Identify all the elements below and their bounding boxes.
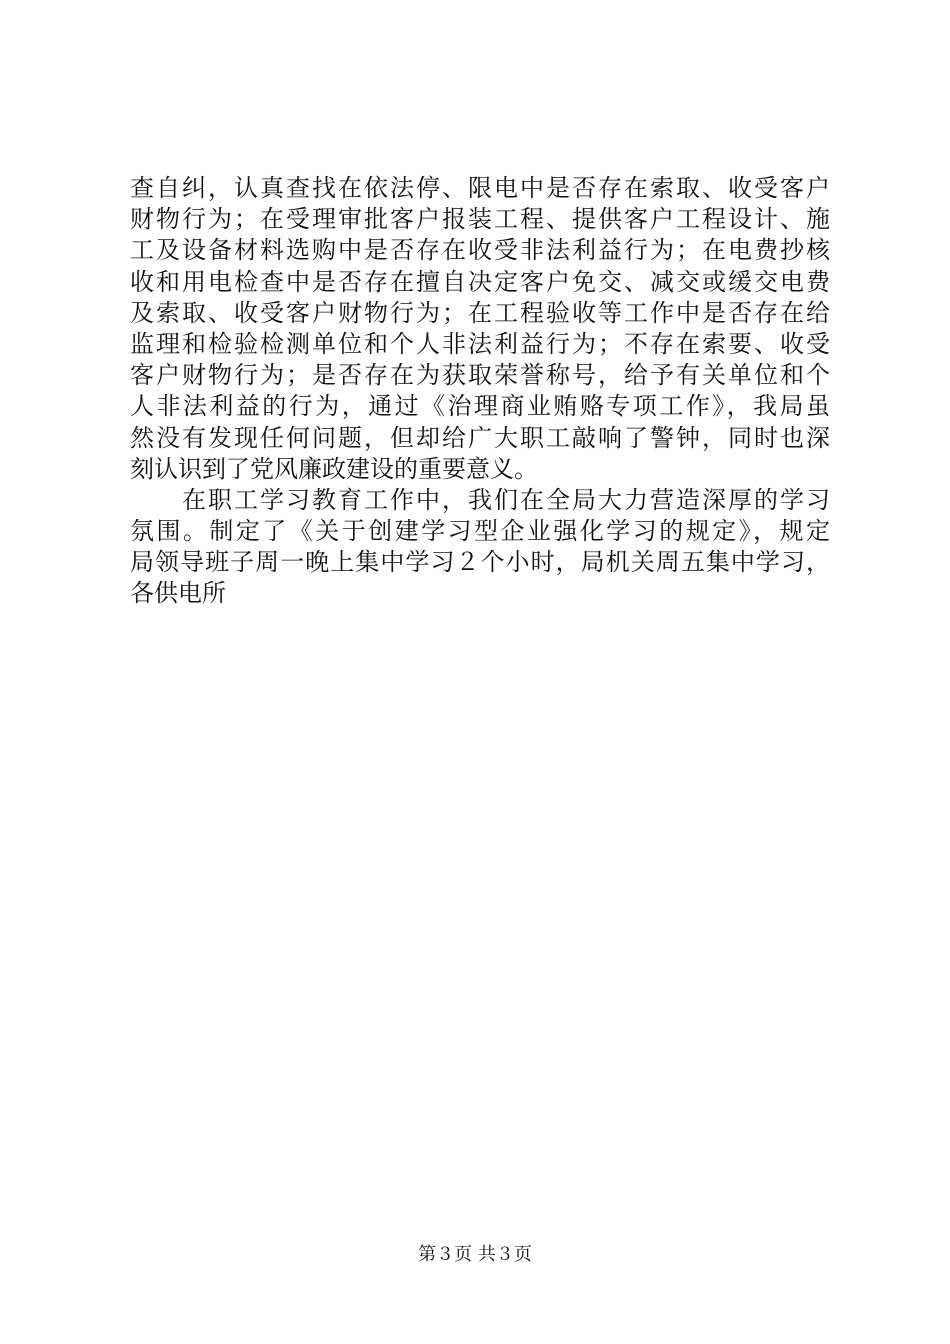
- text-line: 工及设备材料选购中是否存在收受非法利益行为；在电费抄核: [130, 236, 830, 265]
- text-line: 监理和检验检测单位和个人非法利益行为；不存在索要、收受: [130, 329, 830, 358]
- text-line: 在职工学习教育工作中，我们在全局大力营造深厚的学习: [182, 485, 830, 514]
- text-line: 人非法利益的行为，通过《治理商业贿赂专项工作》，我局虽: [130, 392, 830, 421]
- text-line: 收和用电检查中是否存在擅自决定客户免交、减交或缓交电费: [130, 267, 830, 296]
- text-line: 各供电所: [130, 579, 226, 608]
- paragraph-2: [130, 485, 830, 610]
- paragraph-1: [130, 173, 830, 485]
- text-line: 客户财物行为；是否存在为获取荣誉称号，给予有关单位和个: [130, 361, 830, 390]
- text-line: 刻认识到了党风廉政建设的重要意义。: [130, 454, 538, 483]
- text-line: 然没有发现任何问题，但却给广大职工敲响了警钟，同时也深: [130, 423, 830, 452]
- text-line: 财物行为；在受理审批客户报装工程、提供客户工程设计、施: [130, 205, 830, 234]
- text-line: 氛围。制定了《关于创建学习型企业强化学习的规定》，规定: [130, 517, 830, 546]
- text-line: 局领导班子周一晚上集中学习２个小时，局机关周五集中学习，: [130, 548, 830, 577]
- page-footer: 第３页 共３页: [418, 1244, 532, 1265]
- document-body: [130, 173, 830, 610]
- text-line: 查自纠，认真查找在依法停、限电中是否存在索取、收受客户: [130, 174, 830, 202]
- text-line: 及索取、收受客户财物行为；在工程验收等工作中是否存在给: [130, 298, 830, 327]
